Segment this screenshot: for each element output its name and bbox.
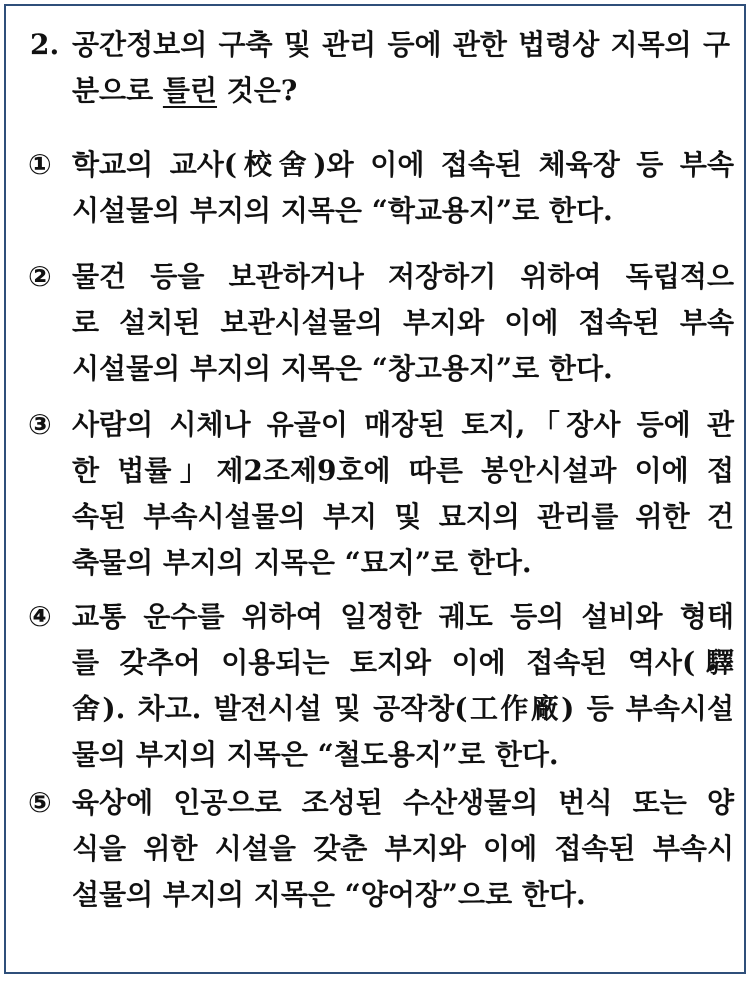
option-3-line-4: 축물의 부지의 지목은 “묘지”로 한다. xyxy=(72,546,532,579)
option-5-text xyxy=(72,780,734,918)
option-1-mark: ① xyxy=(28,148,52,181)
option-2-text xyxy=(72,254,734,392)
option-3-line-3: 속된 부속시설물의 부지 및 묘지의 관리를 위한 건 xyxy=(72,500,734,533)
option-4-line-1: 교통 운수를 위하여 일정한 궤도 등의 설비와 형태 xyxy=(72,600,734,633)
question-underlined-word: 틀린 xyxy=(162,74,218,107)
option-2-line-1: 물건 등을 보관하거나 저장하기 위하여 독립적으 xyxy=(72,260,734,293)
question-stem xyxy=(30,22,730,114)
option-3-text xyxy=(72,402,734,586)
question-text-after: 것은? xyxy=(217,74,298,107)
option-4-line-3: 舍). 차고. 발전시설 및 공작창(工作廠) 등 부속시설 xyxy=(72,692,734,725)
option-5-mark: ⑤ xyxy=(28,786,52,819)
option-2[interactable] xyxy=(28,254,734,392)
option-1-text xyxy=(72,142,734,234)
option-5-line-1: 육상에 인공으로 조성된 수산생물의 번식 또는 양 xyxy=(72,786,734,819)
option-2-line-3: 시설물의 부지의 지목은 “창고용지”로 한다. xyxy=(72,352,613,385)
question-number: 2. xyxy=(30,28,60,61)
option-5-line-3: 설물의 부지의 지목은 “양어장”으로 한다. xyxy=(72,878,586,911)
option-3[interactable] xyxy=(28,402,734,586)
option-3-line-2: 한 법률」제2조제9호에 따른 봉안시설과 이에 접 xyxy=(72,454,734,487)
option-3-line-1: 사람의 시체나 유골이 매장된 토지,「장사 등에 관 xyxy=(72,408,734,441)
option-1-line-1: 학교의 교사(校舍)와 이에 접속된 체육장 등 부속 xyxy=(72,148,734,181)
question-text xyxy=(72,22,730,114)
option-5[interactable] xyxy=(28,780,734,918)
question-card xyxy=(4,4,746,974)
option-4-text xyxy=(72,594,734,778)
option-4-line-2: 를 갖추어 이용되는 토지와 이에 접속된 역사(驛 xyxy=(72,646,734,679)
option-4[interactable] xyxy=(28,594,734,778)
option-4-mark: ④ xyxy=(28,600,52,633)
option-1-line-2: 시설물의 부지의 지목은 “학교용지”로 한다. xyxy=(72,194,613,227)
question-text-before: 공간정보의 구축 및 관리 등에 관한 법령상 지목의 구분으로 xyxy=(72,28,730,107)
option-4-line-4: 물의 부지의 지목은 “철도용지”로 한다. xyxy=(72,738,559,771)
option-2-line-2: 로 설치된 보관시설물의 부지와 이에 접속된 부속 xyxy=(72,306,734,339)
option-2-mark: ② xyxy=(28,260,52,293)
option-1[interactable] xyxy=(28,142,734,234)
option-3-mark: ③ xyxy=(28,408,52,441)
option-5-line-2: 식을 위한 시설을 갖춘 부지와 이에 접속된 부속시 xyxy=(72,832,734,865)
